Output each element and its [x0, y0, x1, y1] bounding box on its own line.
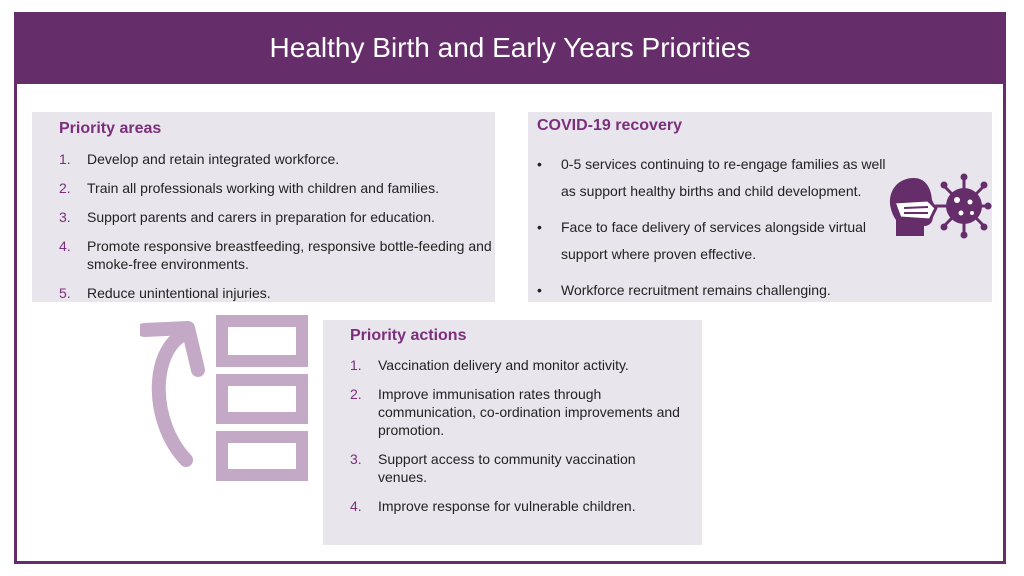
list-item: [350, 450, 702, 486]
covid-recovery-heading: COVID-19 recovery: [537, 117, 682, 134]
list-item: [350, 356, 702, 374]
list-item: [59, 150, 495, 168]
list-text: Reduce unintentional injuries.: [87, 285, 271, 301]
list-number: 1.: [350, 357, 362, 373]
list-item: [59, 179, 495, 197]
list-number: 2.: [350, 386, 362, 402]
list-item: [350, 497, 702, 515]
list-text: Support parents and carers in preparation for education.: [87, 209, 435, 225]
list-item: [537, 214, 896, 268]
priority-areas-list: [59, 150, 495, 302]
list-number: 2.: [59, 180, 71, 196]
list-item: [537, 151, 896, 205]
priority-areas-panel: [32, 112, 495, 302]
page-title: Healthy Birth and Early Years Priorities: [269, 32, 751, 63]
curved-arrow-list-icon: [140, 312, 312, 482]
list-text: Face to face delivery of services alongside virtual support where proven effective.: [561, 219, 867, 262]
list-number: 3.: [350, 451, 362, 467]
list-number: 4.: [59, 238, 71, 254]
list-number: 3.: [59, 209, 71, 225]
list-item: [59, 284, 495, 302]
list-text: Support access to community vaccination venues.: [378, 451, 636, 485]
list-text: Workforce recruitment remains challenging.: [561, 282, 831, 298]
list-text: Improve response for vulnerable children.: [378, 498, 636, 514]
bullet: •: [537, 219, 542, 235]
list-text: Promote responsive breastfeeding, responsive bottle-feeding and smoke-free environments.: [87, 238, 492, 272]
title-bar: [14, 12, 1006, 84]
list-text: Vaccination delivery and monitor activity.: [378, 357, 629, 373]
priority-actions-list: [350, 356, 702, 515]
list-number: 1.: [59, 151, 71, 167]
list-item: [59, 208, 495, 226]
priority-actions-panel: [323, 320, 702, 545]
list-text: Train all professionals working with children and families.: [87, 180, 439, 196]
list-text: Develop and retain integrated workforce.: [87, 151, 340, 167]
list-number: 5.: [59, 285, 71, 301]
list-item: [59, 237, 495, 273]
bullet: •: [537, 156, 542, 172]
priority-areas-heading: Priority areas: [59, 120, 162, 137]
priority-actions-heading: Priority actions: [350, 327, 467, 344]
list-text: Improve immunisation rates through communication, co-ordination improvements and promotion.: [378, 386, 680, 438]
list-text: 0-5 services continuing to re-engage families as well as support healthy births and child development.: [561, 156, 886, 199]
bullet: •: [537, 282, 542, 298]
list-item: [537, 277, 896, 304]
masked-person-virus-icon: [884, 172, 992, 242]
list-number: 4.: [350, 498, 362, 514]
list-item: [350, 385, 702, 439]
